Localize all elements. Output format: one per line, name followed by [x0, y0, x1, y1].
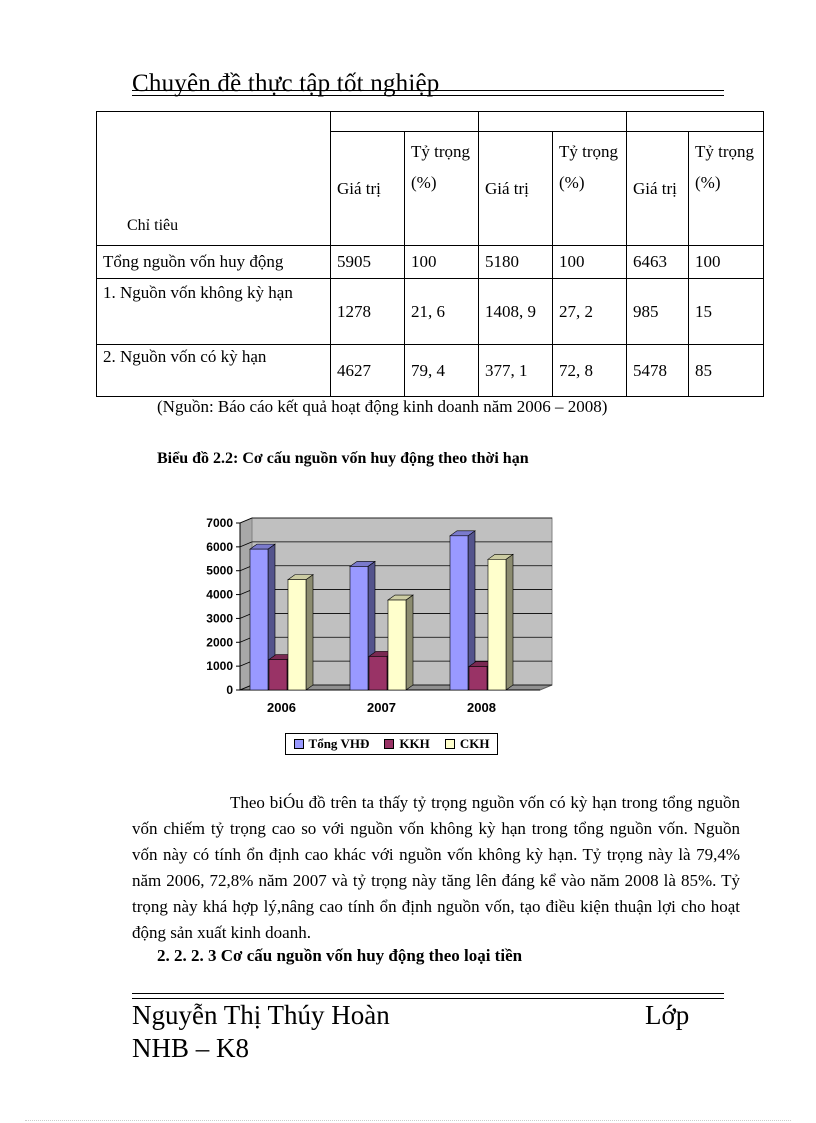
table-cell: 21, 6: [405, 279, 479, 345]
header-divider: [132, 90, 724, 96]
bar-side: [306, 575, 313, 690]
table-row: [97, 246, 764, 279]
y-tick-label: 7000: [206, 516, 233, 530]
subheader-cell: Tỷ trọng (%): [553, 132, 627, 246]
bar: [350, 566, 368, 690]
analysis-paragraph: Theo biÓu đồ trên ta thấy tỷ trọng nguồn vốn có kỳ hạn trong tổng nguồn vốn chiếm tỷ trọng cao so với nguồn vốn không kỳ hạn trong tổng nguồn vốn. Nguồn vốn này có tính ổn định cao khác với nguồn vốn không kỳ hạn. Tỷ trọng này là 79,4% năm 2006, 72,8% năm 2007 và tỷ trọng này tăng lên đáng kể vào năm 2008 là 85%. Tỷ trọng này khá hợp lý,nâng cao tính ổn định nguồn vốn, tạo điều kiện thuận lợi cho hoạt động sản xuất kinh doanh.: [132, 793, 740, 942]
bar: [469, 667, 487, 690]
subheader-cell: Giá trị: [331, 132, 405, 246]
bar: [288, 580, 306, 690]
bar: [250, 549, 268, 690]
table-cell: 4627: [331, 345, 405, 397]
table-cell: 377, 1: [479, 345, 553, 397]
table-cell: 72, 8: [553, 345, 627, 397]
bar: [269, 660, 287, 690]
table-source-note: (Nguồn: Báo cáo kết quả hoạt động kinh doanh năm 2006 – 2008): [157, 397, 608, 416]
legend-item: [294, 736, 370, 752]
bar-side: [506, 554, 513, 690]
chart-caption: Biểu đồ 2.2: Cơ cấu nguồn vốn huy động theo thời hạn: [157, 450, 529, 467]
table-cell: 100: [689, 246, 764, 279]
bar: [488, 559, 506, 690]
header-chi-tieu: Chỉ tiêu: [97, 112, 331, 246]
x-tick-label: 2006: [267, 700, 296, 715]
bar: [450, 536, 468, 690]
legend-swatch: [294, 739, 304, 749]
table-row: [97, 345, 764, 397]
table-cell: 27, 2: [553, 279, 627, 345]
subheader-cell: Tỷ trọng (%): [689, 132, 764, 246]
y-tick-label: 2000: [206, 635, 233, 650]
subheader-cell: Giá trị: [479, 132, 553, 246]
footer-divider: [132, 993, 724, 999]
table-header-row: [97, 112, 764, 132]
capital-structure-table: [96, 111, 764, 397]
legend-swatch: [384, 739, 394, 749]
legend-label: Tổng VHĐ: [308, 736, 370, 751]
legend-item: [445, 736, 490, 752]
legend-swatch: [445, 739, 455, 749]
footer-author-name: Nguyễn Thị Thúy Hoàn: [132, 1000, 390, 1030]
bar-side: [406, 595, 413, 690]
subheader-cell: Giá trị: [627, 132, 689, 246]
table-cell: 1278: [331, 279, 405, 345]
table-cell: 5478: [627, 345, 689, 397]
y-tick-label: 3000: [206, 611, 233, 626]
table-cell: 79, 4: [405, 345, 479, 397]
table-cell: 100: [405, 246, 479, 279]
table-cell: 15: [689, 279, 764, 345]
table-cell: 5905: [331, 246, 405, 279]
x-tick-label: 2008: [467, 700, 496, 715]
bar: [369, 656, 387, 690]
y-tick-label: 4000: [206, 587, 233, 602]
table-row: [97, 279, 764, 345]
header-year-group: [627, 112, 764, 132]
y-tick-label: 0: [226, 683, 233, 697]
bar-chart: [195, 505, 565, 770]
chart-legend: [285, 733, 498, 755]
table-cell: 6463: [627, 246, 689, 279]
chart-svg: [195, 505, 565, 770]
legend-label: KKH: [399, 736, 430, 751]
table-cell: 5180: [479, 246, 553, 279]
legend-item: [384, 736, 429, 752]
header-year-group: [479, 112, 627, 132]
header-year-group: [331, 112, 479, 132]
legend-label: CKH: [459, 736, 490, 751]
table-cell: 100: [553, 246, 627, 279]
page-bottom-border: [25, 1120, 791, 1121]
footer-class: NHB – K8: [132, 1033, 250, 1063]
x-tick-label: 2007: [367, 700, 396, 715]
row-label: 2. Nguồn vốn có kỳ hạn: [97, 345, 331, 397]
bar: [388, 600, 406, 690]
table-cell: 85: [689, 345, 764, 397]
row-label: 1. Nguồn vốn không kỳ hạn: [97, 279, 331, 345]
row-label: Tổng nguồn vốn huy động: [97, 246, 331, 279]
y-tick-label: 6000: [206, 539, 233, 554]
footer-class-label: Lớp: [645, 1000, 690, 1030]
table-cell: 1408, 9: [479, 279, 553, 345]
page-header-title: Chuyên đề thực tập tốt nghiệp: [132, 70, 440, 97]
y-tick-label: 1000: [206, 659, 233, 674]
section-subheading: 2. 2. 2. 3 Cơ cấu nguồn vốn huy động theo loại tiền: [157, 946, 523, 965]
subheader-cell: Tỷ trọng (%): [405, 132, 479, 246]
y-tick-label: 5000: [206, 563, 233, 578]
table-cell: 985: [627, 279, 689, 345]
